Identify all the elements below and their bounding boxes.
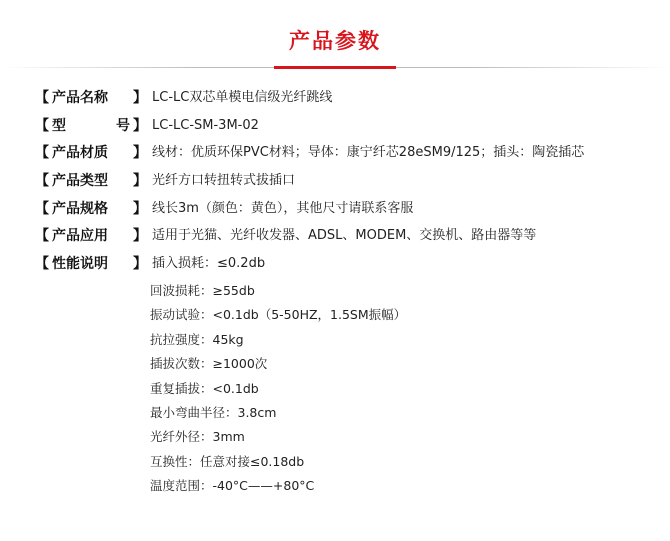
spec-label xyxy=(35,117,147,135)
performance-item: 光纤外径：3mm xyxy=(150,429,245,445)
bracket-close: 】 xyxy=(133,117,147,134)
performance-item: 振动试验：<0.1db（5-50HZ，1.5SM振幅） xyxy=(150,307,407,323)
performance-item: 最小弯曲半径：3.8cm xyxy=(150,404,277,420)
spec-label xyxy=(35,144,147,162)
bracket-open: 【 xyxy=(35,117,49,134)
spec-table xyxy=(35,84,645,278)
bracket-close: 】 xyxy=(133,145,147,162)
spec-value: 适用于光猫、光纤收发器、ADSL、MODEM、交换机、路由器等等 xyxy=(152,228,537,244)
bracket-open: 【 xyxy=(35,200,49,217)
performance-item: 温度范围：-40°C——+80°C xyxy=(150,478,315,494)
bracket-close: 】 xyxy=(133,255,147,272)
spec-value: 光纤方口转扭转式拔插口 xyxy=(152,172,296,188)
label-text: 产品类型 xyxy=(52,172,108,189)
performance-item: 互换性：任意对接≤0.18db xyxy=(150,453,305,469)
performance-item: 抗拉强度：45kg xyxy=(150,331,244,347)
bracket-open: 【 xyxy=(35,228,49,245)
label-text: 性能说明 xyxy=(52,255,108,272)
spec-row-model xyxy=(35,112,645,140)
spec-label xyxy=(35,227,147,245)
title-divider-accent xyxy=(274,66,396,69)
spec-row-type xyxy=(35,167,645,195)
page-header xyxy=(0,0,670,78)
bracket-close: 】 xyxy=(133,200,147,217)
label-text: 产品材质 xyxy=(52,145,108,162)
performance-item: 回波损耗：≥55db xyxy=(150,283,255,298)
bracket-open: 【 xyxy=(35,89,49,106)
spec-row-application xyxy=(35,222,645,250)
spec-label xyxy=(35,255,147,273)
spec-row-name xyxy=(35,84,645,112)
spec-value: 线材：优质环保PVC材料；导体：康宁纤芯28eSM9/125；插头：陶瓷插芯 xyxy=(152,145,585,161)
bracket-open: 【 xyxy=(35,145,49,162)
performance-item: 插入损耗：≤0.2db xyxy=(152,255,266,271)
title-divider xyxy=(0,63,670,73)
label-text: 产品应用 xyxy=(52,228,108,245)
performance-item: 重复插拔：<0.1db xyxy=(150,380,259,396)
label-text xyxy=(49,117,133,135)
spec-row-material xyxy=(35,139,645,167)
spec-row-spec xyxy=(35,195,645,223)
spec-label xyxy=(35,172,147,190)
spec-value: LC-LC-SM-3M-02 xyxy=(152,117,259,133)
bracket-open: 【 xyxy=(35,255,49,272)
spec-value: LC-LC双芯单模电信级光纤跳线 xyxy=(152,89,333,105)
page-title: 产品参数 xyxy=(289,29,381,53)
label-text-left: 型 xyxy=(52,117,66,134)
spec-value: 线长3m（颜色：黄色），其他尺寸请联系客服 xyxy=(152,200,414,216)
bracket-close: 】 xyxy=(133,89,147,106)
spec-label xyxy=(35,200,147,218)
label-text: 产品规格 xyxy=(52,200,108,217)
bracket-close: 】 xyxy=(133,228,147,245)
bracket-close: 】 xyxy=(133,172,147,189)
performance-item: 插拔次数：≥1000次 xyxy=(150,356,268,372)
performance-list xyxy=(150,279,630,499)
spec-row-performance xyxy=(35,250,645,278)
bracket-open: 【 xyxy=(35,172,49,189)
label-text: 产品名称 xyxy=(52,89,108,106)
label-text-right: 号 xyxy=(116,117,130,134)
spec-label xyxy=(35,89,147,107)
